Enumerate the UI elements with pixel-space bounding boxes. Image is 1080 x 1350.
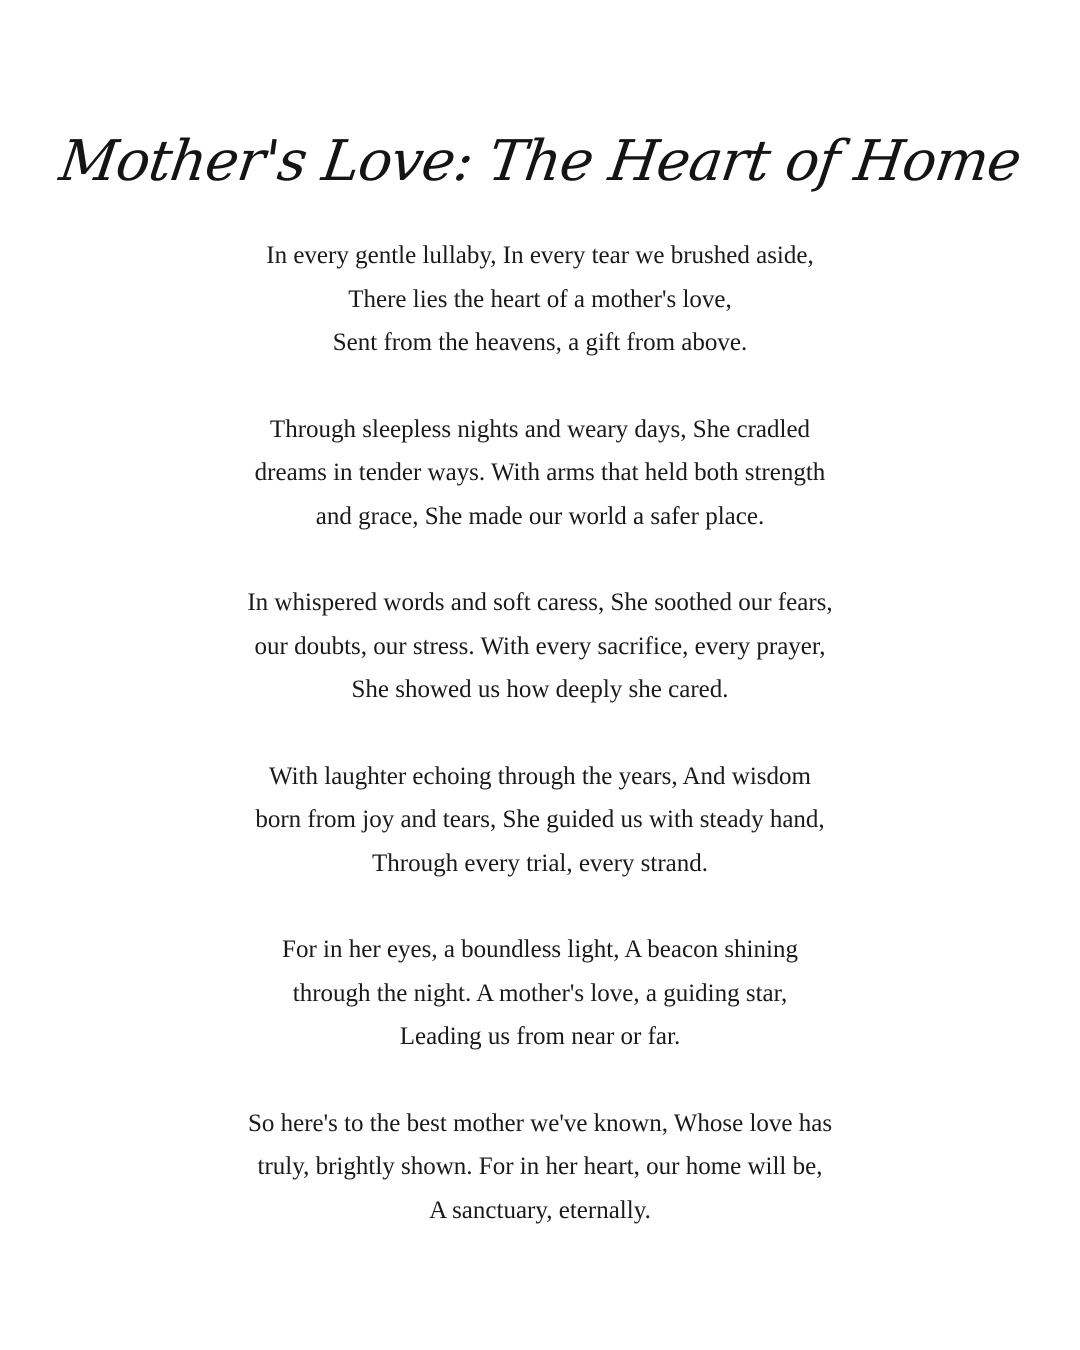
poem-line: She showed us how deeply she cared.: [351, 676, 729, 703]
stanza-2: [200, 408, 880, 539]
poem-line: A sanctuary, eternally.: [429, 1196, 651, 1224]
poem-line: Through every trial, every strand.: [372, 849, 708, 877]
poem-line: In every gentle lullaby, In every tear we brushed aside,: [266, 242, 814, 269]
poem-line: through the night. A mother's love, a guiding star,: [292, 979, 788, 1007]
poem-line: born from joy and tears, She guided us with steady hand,: [255, 806, 825, 833]
poem-line: For in her eyes, a boundless light, A beacon shining: [282, 936, 798, 963]
stanza-1: [200, 234, 880, 365]
poem-line: truly, brightly shown. For in her heart, our home will be,: [257, 1153, 823, 1180]
poem-body: [200, 234, 880, 1275]
poem-line: Sent from the heavens, a gift from above.: [332, 329, 748, 356]
stanza-4: [200, 755, 880, 886]
poem-title: Mother's Love: The Heart of Home: [55, 129, 1025, 194]
poem-line: Through sleepless nights and weary days, She cradled: [269, 415, 811, 443]
poem-line: dreams in tender ways. With arms that held both strength: [254, 459, 826, 486]
poem-line: In whispered words and soft caress, She soothed our fears,: [247, 589, 833, 616]
poem-line: and grace, She made our world a safer place.: [315, 502, 765, 530]
poem-line: So here's to the best mother we've known, Whose love has: [247, 1109, 833, 1137]
poem-line: There lies the heart of a mother's love,: [348, 285, 732, 313]
poem-line: our doubts, our stress. With every sacrifice, every prayer,: [254, 632, 826, 660]
poem-line: Leading us from near or far.: [399, 1023, 681, 1050]
stanza-3: [200, 581, 880, 712]
stanza-6: [200, 1102, 880, 1233]
stanza-5: [200, 928, 880, 1059]
poem-line: With laughter echoing through the years, And wisdom: [269, 762, 811, 790]
